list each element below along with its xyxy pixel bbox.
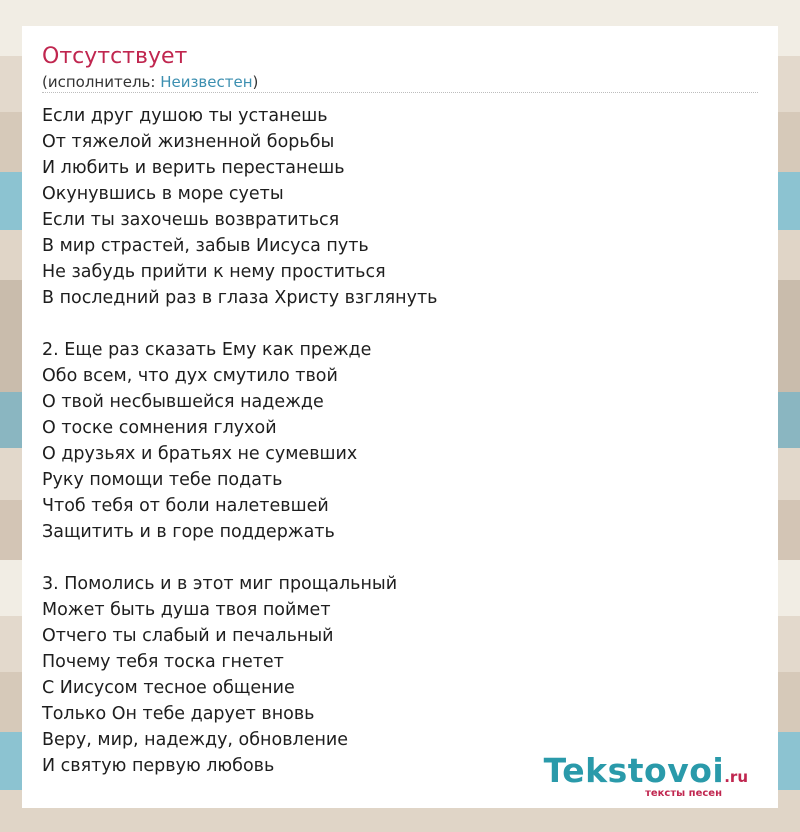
artist-link[interactable]: Неизвестен xyxy=(160,73,253,91)
lyric-line: От тяжелой жизненной борьбы xyxy=(42,132,335,152)
divider xyxy=(42,92,758,93)
lyric-line: О друзьях и братьях не сумевших xyxy=(42,444,358,464)
lyric-line: Не забудь прийти к нему проститься xyxy=(42,262,386,282)
lyric-line: Веру, мир, надежду, обновление xyxy=(42,730,349,750)
artist-line xyxy=(42,73,258,91)
logo-tagline: тексты песен xyxy=(645,788,722,799)
lyric-line: О твой несбывшейся надежде xyxy=(42,392,324,412)
lyric-line: Защитить и в горе поддержать xyxy=(42,522,335,542)
lyrics-text xyxy=(42,103,437,779)
lyric-line: Если ты захочешь возвратиться xyxy=(42,210,340,230)
logo-tld: .ru xyxy=(724,768,748,786)
lyric-line: Может быть душа твоя поймет xyxy=(42,600,331,620)
lyric-line: В мир страстей, забыв Иисуса путь xyxy=(42,236,369,256)
lyric-line: 3. Помолись и в этот миг прощальный xyxy=(42,574,398,594)
stanza-gap xyxy=(42,545,437,571)
artist-prefix: (исполнитель: xyxy=(42,73,161,91)
lyric-line: Руку помощи тебе подать xyxy=(42,470,283,490)
lyrics-card xyxy=(22,26,778,808)
lyric-line: Обо всем, что дух смутило твой xyxy=(42,366,338,386)
lyric-line: Только Он тебе дарует вновь xyxy=(42,704,315,724)
lyric-line: Если друг душою ты устанешь xyxy=(42,106,328,126)
lyric-line: С Иисусом тесное общение xyxy=(42,678,295,698)
lyric-line: В последний раз в глаза Христу взглянуть xyxy=(42,288,438,308)
lyric-line: Почему тебя тоска гнетет xyxy=(42,652,284,672)
site-logo[interactable] xyxy=(543,751,748,799)
lyric-line: И любить и верить перестанешь xyxy=(42,158,345,178)
lyric-line: 2. Еще раз сказать Ему как прежде xyxy=(42,340,372,360)
lyric-line: О тоске сомнения глухой xyxy=(42,418,277,438)
song-title: Отсутствует xyxy=(42,44,188,69)
lyric-line: Окунувшись в море суеты xyxy=(42,184,284,204)
lyric-line: Отчего ты слабый и печальный xyxy=(42,626,334,646)
lyric-line: И святую первую любовь xyxy=(42,756,275,776)
artist-suffix: ) xyxy=(252,73,259,91)
stanza-gap xyxy=(42,311,437,337)
logo-name: Tekstovoi xyxy=(543,751,725,790)
lyric-line: Чтоб тебя от боли налетевшей xyxy=(42,496,329,516)
